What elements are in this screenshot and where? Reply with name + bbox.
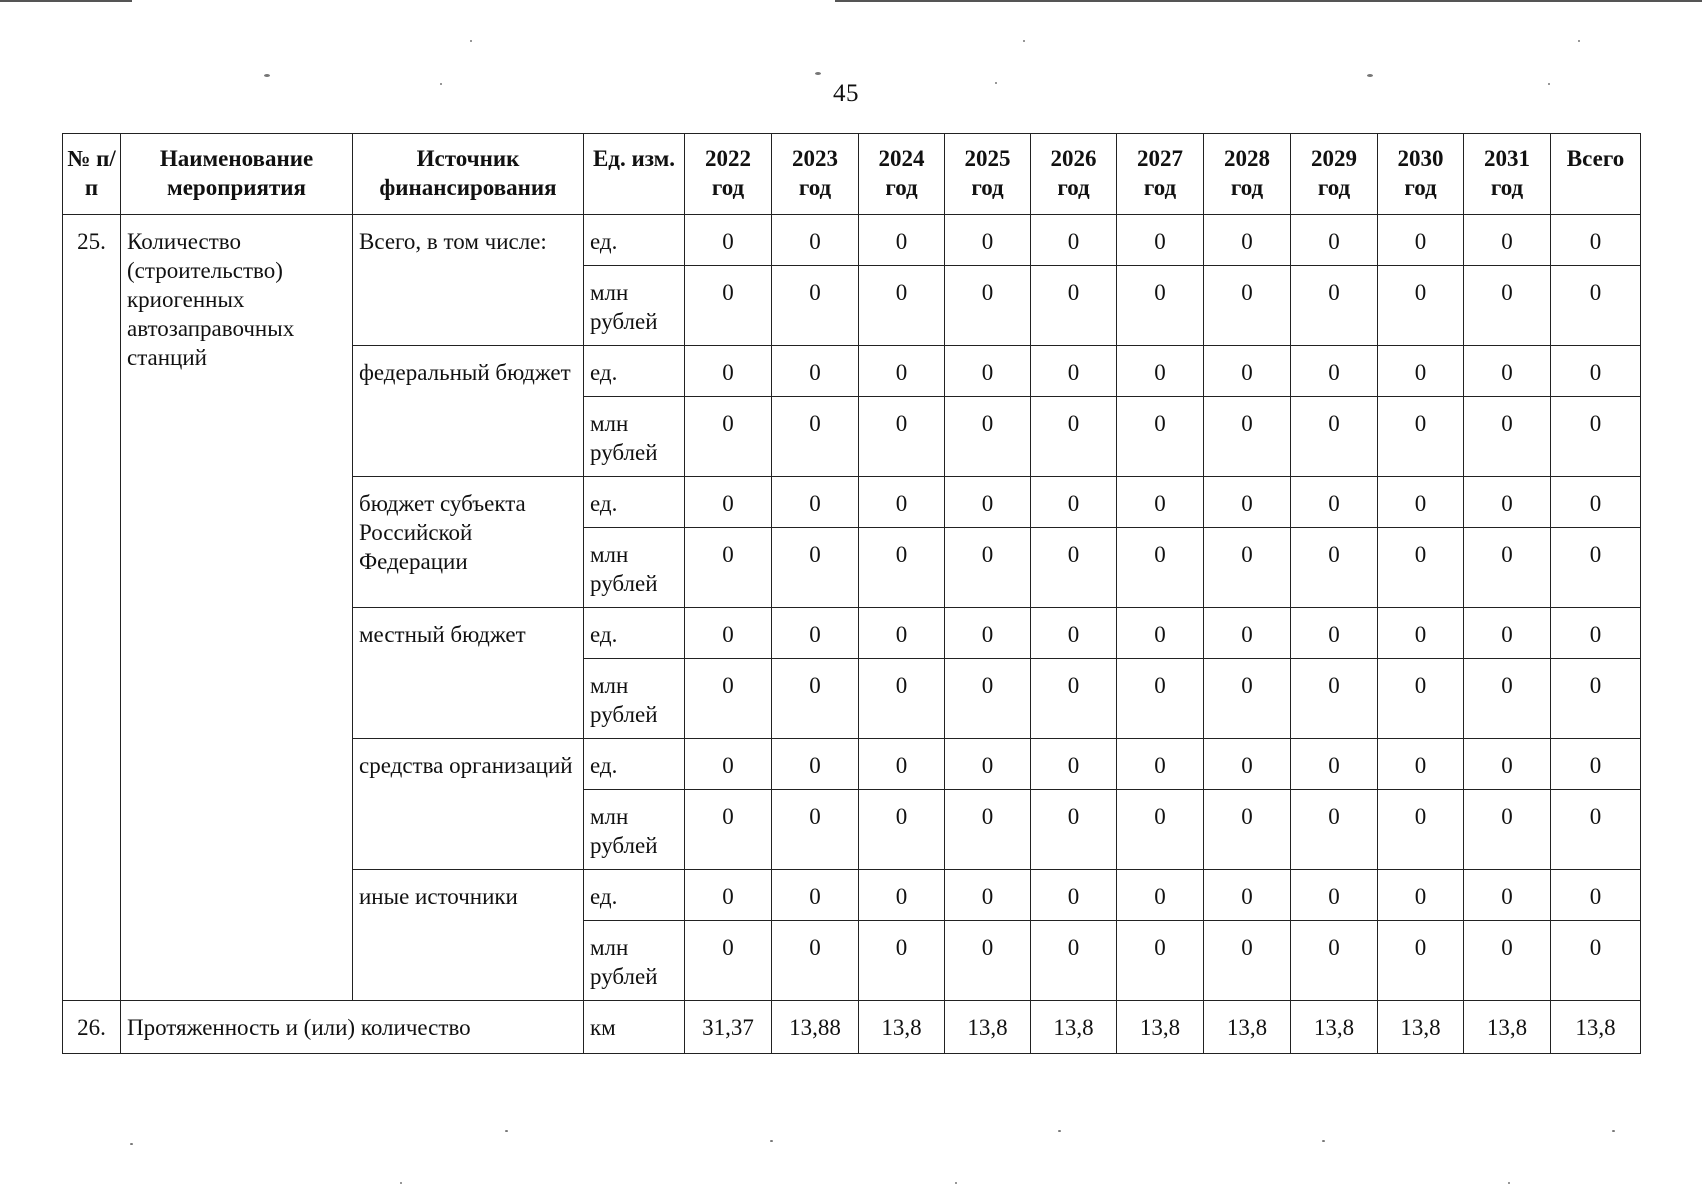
value-cell: 0 bbox=[1464, 346, 1551, 397]
page-number: 45 bbox=[833, 80, 859, 107]
value-cell: 0 bbox=[772, 528, 859, 608]
scan-edge-line bbox=[0, 0, 132, 2]
header-year: 2029 год bbox=[1291, 134, 1378, 215]
header-year: 2024 год bbox=[859, 134, 945, 215]
value-cell: 0 bbox=[1117, 739, 1204, 790]
header-name: Наименование мероприятия bbox=[121, 134, 353, 215]
value-cell: 0 bbox=[1291, 739, 1378, 790]
value-cell: 0 bbox=[1031, 790, 1117, 870]
value-cell: 0 bbox=[1291, 790, 1378, 870]
value-cell: 0 bbox=[1031, 921, 1117, 1001]
value-cell: 0 bbox=[1464, 921, 1551, 1001]
unit-cell: млн рублей bbox=[584, 659, 685, 739]
scan-speck bbox=[770, 1140, 773, 1142]
scan-speck bbox=[130, 1143, 133, 1145]
scan-speck bbox=[1023, 40, 1025, 42]
value-cell: 0 bbox=[1551, 921, 1641, 1001]
value-cell: 0 bbox=[1204, 215, 1291, 266]
value-cell: 0 bbox=[685, 346, 772, 397]
header-year: 2027 год bbox=[1117, 134, 1204, 215]
value-cell: 0 bbox=[772, 790, 859, 870]
value-cell: 0 bbox=[945, 397, 1031, 477]
funding-source: иные источники bbox=[353, 870, 584, 1001]
value-cell: 0 bbox=[1464, 397, 1551, 477]
value-cell: 0 bbox=[945, 608, 1031, 659]
value-cell: 0 bbox=[1117, 346, 1204, 397]
scan-speck bbox=[1322, 1140, 1325, 1142]
funding-source: местный бюджет bbox=[353, 608, 584, 739]
value-cell: 0 bbox=[1464, 608, 1551, 659]
value-cell: 0 bbox=[945, 659, 1031, 739]
value-cell: 31,37 bbox=[685, 1001, 772, 1054]
value-cell: 0 bbox=[1031, 266, 1117, 346]
value-cell: 0 bbox=[1204, 346, 1291, 397]
table-body bbox=[63, 215, 1641, 1054]
header-year: 2025 год bbox=[945, 134, 1031, 215]
value-cell: 0 bbox=[685, 266, 772, 346]
value-cell: 13,8 bbox=[1551, 1001, 1641, 1054]
unit-cell: млн рублей bbox=[584, 528, 685, 608]
value-cell: 0 bbox=[772, 921, 859, 1001]
value-cell: 0 bbox=[685, 608, 772, 659]
value-cell: 0 bbox=[1204, 921, 1291, 1001]
value-cell: 0 bbox=[1551, 346, 1641, 397]
value-cell: 0 bbox=[1031, 477, 1117, 528]
value-cell: 0 bbox=[685, 870, 772, 921]
value-cell: 0 bbox=[1378, 608, 1464, 659]
value-cell: 0 bbox=[859, 739, 945, 790]
value-cell: 0 bbox=[685, 921, 772, 1001]
value-cell: 0 bbox=[1378, 921, 1464, 1001]
scan-speck bbox=[470, 40, 472, 42]
value-cell: 0 bbox=[1204, 608, 1291, 659]
value-cell: 0 bbox=[859, 921, 945, 1001]
value-cell: 13,8 bbox=[1204, 1001, 1291, 1054]
funding-source: Всего, в том числе: bbox=[353, 215, 584, 346]
value-cell: 0 bbox=[1378, 739, 1464, 790]
value-cell: 0 bbox=[1551, 608, 1641, 659]
value-cell: 13,8 bbox=[859, 1001, 945, 1054]
value-cell: 0 bbox=[1291, 870, 1378, 921]
value-cell: 0 bbox=[1291, 346, 1378, 397]
value-cell: 0 bbox=[1204, 528, 1291, 608]
unit-cell: млн рублей bbox=[584, 397, 685, 477]
value-cell: 0 bbox=[1551, 477, 1641, 528]
value-cell: 0 bbox=[1551, 266, 1641, 346]
value-cell: 0 bbox=[859, 659, 945, 739]
value-cell: 0 bbox=[1464, 528, 1551, 608]
value-cell: 0 bbox=[685, 659, 772, 739]
value-cell: 0 bbox=[1031, 659, 1117, 739]
value-cell: 0 bbox=[1551, 397, 1641, 477]
value-cell: 0 bbox=[685, 739, 772, 790]
unit-cell: ед. bbox=[584, 608, 685, 659]
value-cell: 0 bbox=[1117, 870, 1204, 921]
value-cell: 0 bbox=[859, 870, 945, 921]
value-cell: 0 bbox=[945, 739, 1031, 790]
value-cell: 0 bbox=[859, 790, 945, 870]
item-number: 26. bbox=[63, 1001, 121, 1054]
value-cell: 0 bbox=[1464, 266, 1551, 346]
value-cell: 0 bbox=[945, 346, 1031, 397]
value-cell: 0 bbox=[1378, 266, 1464, 346]
header-year: 2031 год bbox=[1464, 134, 1551, 215]
header-year: 2023 год bbox=[772, 134, 859, 215]
unit-cell: ед. bbox=[584, 870, 685, 921]
unit-cell: млн рублей bbox=[584, 266, 685, 346]
value-cell: 0 bbox=[685, 215, 772, 266]
value-cell: 0 bbox=[1378, 397, 1464, 477]
value-cell: 0 bbox=[859, 266, 945, 346]
value-cell: 0 bbox=[772, 608, 859, 659]
value-cell: 0 bbox=[945, 477, 1031, 528]
table-row bbox=[63, 215, 1641, 266]
value-cell: 0 bbox=[772, 739, 859, 790]
scan-speck bbox=[400, 1182, 402, 1184]
unit-cell: млн рублей bbox=[584, 790, 685, 870]
header-year: 2022 год bbox=[685, 134, 772, 215]
value-cell: 0 bbox=[772, 870, 859, 921]
value-cell: 0 bbox=[772, 477, 859, 528]
value-cell: 0 bbox=[945, 266, 1031, 346]
value-cell: 0 bbox=[1551, 739, 1641, 790]
funding-source: бюджет субъекта Российской Федерации bbox=[353, 477, 584, 608]
item-name: Протяженность и (или) количество bbox=[121, 1001, 584, 1054]
value-cell: 0 bbox=[1291, 921, 1378, 1001]
value-cell: 13,8 bbox=[945, 1001, 1031, 1054]
value-cell: 0 bbox=[1378, 790, 1464, 870]
value-cell: 0 bbox=[1031, 739, 1117, 790]
value-cell: 0 bbox=[1117, 397, 1204, 477]
value-cell: 0 bbox=[1464, 739, 1551, 790]
value-cell: 0 bbox=[1117, 477, 1204, 528]
value-cell: 0 bbox=[1291, 397, 1378, 477]
header-total: Всего bbox=[1551, 134, 1641, 215]
header-source: Источник финансирования bbox=[353, 134, 584, 215]
value-cell: 0 bbox=[1551, 659, 1641, 739]
value-cell: 0 bbox=[859, 397, 945, 477]
header-unit: Ед. изм. bbox=[584, 134, 685, 215]
value-cell: 0 bbox=[1204, 397, 1291, 477]
header-row bbox=[63, 134, 1641, 215]
funding-source: федеральный бюджет bbox=[353, 346, 584, 477]
header-no: № п/п bbox=[63, 134, 121, 215]
table-row bbox=[63, 1001, 1641, 1054]
value-cell: 0 bbox=[1464, 477, 1551, 528]
value-cell: 0 bbox=[772, 397, 859, 477]
value-cell: 0 bbox=[1378, 528, 1464, 608]
value-cell: 0 bbox=[945, 215, 1031, 266]
value-cell: 0 bbox=[945, 528, 1031, 608]
item-name: Количество (строительство) криогенных автозаправочных станций bbox=[121, 215, 353, 1001]
value-cell: 0 bbox=[1551, 215, 1641, 266]
value-cell: 0 bbox=[1551, 870, 1641, 921]
value-cell: 0 bbox=[1291, 528, 1378, 608]
scan-speck bbox=[1058, 1130, 1061, 1132]
value-cell: 0 bbox=[1031, 608, 1117, 659]
value-cell: 0 bbox=[1204, 790, 1291, 870]
value-cell: 13,8 bbox=[1464, 1001, 1551, 1054]
scan-speck bbox=[815, 72, 821, 75]
value-cell: 0 bbox=[1031, 215, 1117, 266]
value-cell: 0 bbox=[772, 266, 859, 346]
value-cell: 0 bbox=[1378, 659, 1464, 739]
scan-speck bbox=[440, 83, 442, 85]
value-cell: 0 bbox=[1031, 528, 1117, 608]
value-cell: 0 bbox=[685, 397, 772, 477]
item-number: 25. bbox=[63, 215, 121, 1001]
value-cell: 0 bbox=[1551, 790, 1641, 870]
value-cell: 0 bbox=[1117, 790, 1204, 870]
value-cell: 0 bbox=[1204, 870, 1291, 921]
value-cell: 0 bbox=[1464, 215, 1551, 266]
scan-speck bbox=[1367, 74, 1373, 77]
unit-cell: млн рублей bbox=[584, 921, 685, 1001]
value-cell: 0 bbox=[1291, 215, 1378, 266]
value-cell: 0 bbox=[1117, 266, 1204, 346]
value-cell: 0 bbox=[1204, 477, 1291, 528]
value-cell: 0 bbox=[1291, 477, 1378, 528]
value-cell: 0 bbox=[1117, 921, 1204, 1001]
value-cell: 0 bbox=[1031, 397, 1117, 477]
scan-speck bbox=[1612, 1130, 1615, 1132]
unit-cell: ед. bbox=[584, 346, 685, 397]
value-cell: 0 bbox=[1291, 608, 1378, 659]
value-cell: 0 bbox=[859, 477, 945, 528]
unit-cell: ед. bbox=[584, 215, 685, 266]
value-cell: 0 bbox=[1291, 659, 1378, 739]
value-cell: 0 bbox=[859, 346, 945, 397]
value-cell: 0 bbox=[1204, 266, 1291, 346]
value-cell: 0 bbox=[945, 870, 1031, 921]
value-cell: 0 bbox=[1117, 528, 1204, 608]
value-cell: 0 bbox=[772, 659, 859, 739]
value-cell: 0 bbox=[772, 215, 859, 266]
value-cell: 0 bbox=[1117, 608, 1204, 659]
value-cell: 0 bbox=[685, 528, 772, 608]
value-cell: 0 bbox=[1464, 659, 1551, 739]
value-cell: 0 bbox=[945, 921, 1031, 1001]
scan-speck bbox=[955, 1182, 957, 1184]
value-cell: 0 bbox=[1378, 215, 1464, 266]
value-cell: 0 bbox=[1117, 215, 1204, 266]
value-cell: 0 bbox=[859, 608, 945, 659]
value-cell: 13,88 bbox=[772, 1001, 859, 1054]
scan-speck bbox=[1548, 83, 1550, 85]
value-cell: 13,8 bbox=[1378, 1001, 1464, 1054]
value-cell: 0 bbox=[945, 790, 1031, 870]
value-cell: 0 bbox=[1117, 659, 1204, 739]
value-cell: 0 bbox=[1204, 659, 1291, 739]
value-cell: 0 bbox=[1378, 346, 1464, 397]
value-cell: 0 bbox=[1464, 870, 1551, 921]
value-cell: 0 bbox=[1464, 790, 1551, 870]
value-cell: 13,8 bbox=[1291, 1001, 1378, 1054]
value-cell: 0 bbox=[1291, 266, 1378, 346]
value-cell: 0 bbox=[859, 215, 945, 266]
header-year: 2026 год bbox=[1031, 134, 1117, 215]
value-cell: 0 bbox=[1551, 528, 1641, 608]
scan-speck bbox=[1578, 40, 1580, 42]
value-cell: 13,8 bbox=[1117, 1001, 1204, 1054]
value-cell: 0 bbox=[772, 346, 859, 397]
funding-table bbox=[62, 133, 1641, 1054]
value-cell: 0 bbox=[859, 528, 945, 608]
scan-edge-line bbox=[835, 0, 1702, 2]
header-year: 2028 год bbox=[1204, 134, 1291, 215]
value-cell: 0 bbox=[1031, 870, 1117, 921]
scan-speck bbox=[264, 74, 270, 77]
value-cell: 13,8 bbox=[1031, 1001, 1117, 1054]
scan-speck bbox=[995, 82, 997, 84]
scan-speck bbox=[505, 1130, 508, 1132]
funding-source: средства организаций bbox=[353, 739, 584, 870]
value-cell: 0 bbox=[1031, 346, 1117, 397]
unit-cell: ед. bbox=[584, 477, 685, 528]
value-cell: 0 bbox=[1378, 477, 1464, 528]
unit-cell: км bbox=[584, 1001, 685, 1054]
value-cell: 0 bbox=[1378, 870, 1464, 921]
value-cell: 0 bbox=[685, 477, 772, 528]
header-year: 2030 год bbox=[1378, 134, 1464, 215]
scan-speck bbox=[1508, 1182, 1510, 1184]
value-cell: 0 bbox=[685, 790, 772, 870]
value-cell: 0 bbox=[1204, 739, 1291, 790]
unit-cell: ед. bbox=[584, 739, 685, 790]
